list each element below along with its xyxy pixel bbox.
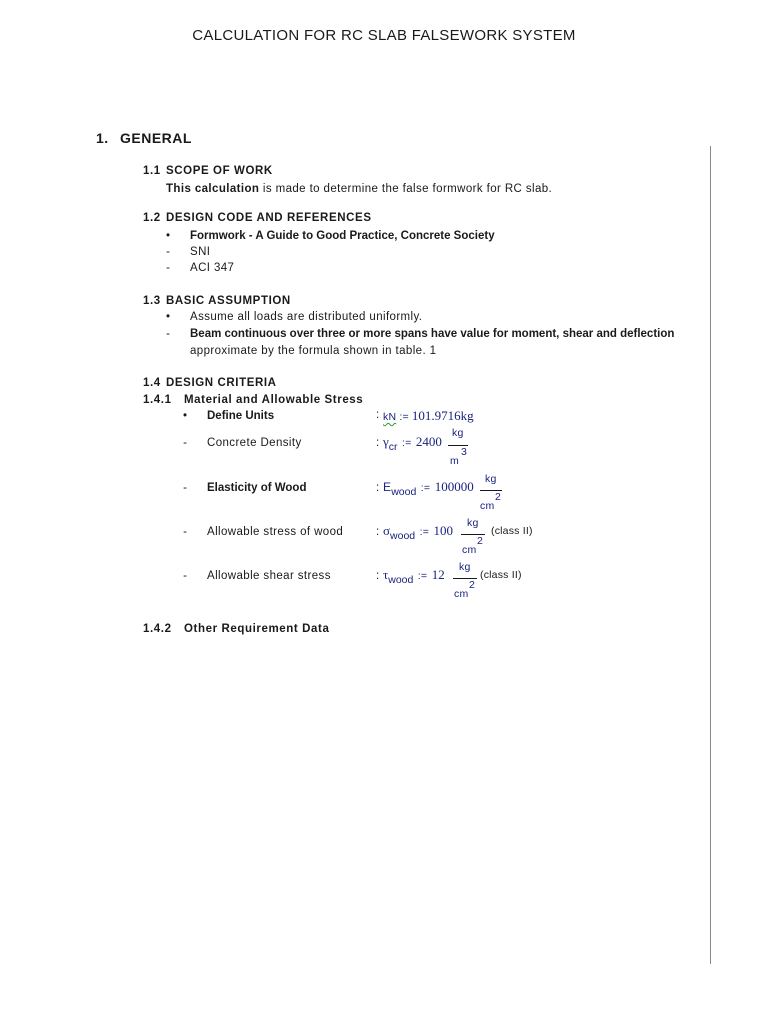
density-unit-denominator: m xyxy=(450,455,459,467)
document-title: CALCULATION FOR RC SLAB FALSEWORK SYSTEM xyxy=(192,27,576,44)
assumption-item-continued: approximate by the formula shown in table. 1 xyxy=(190,345,437,357)
shear-unit-exponent: 2 xyxy=(469,579,475,591)
section-1-number: 1. xyxy=(96,130,109,146)
stress-formula xyxy=(383,522,453,540)
reference-bullet: - xyxy=(166,262,170,274)
assumption-item: Assume all loads are distributed uniformly. xyxy=(190,311,423,323)
reference-bullet: • xyxy=(165,230,171,242)
shear-subscript: wood xyxy=(388,574,414,586)
section-1-4-number: 1.4 xyxy=(143,377,161,389)
elasticity-value: 100000 xyxy=(434,479,474,494)
stress-unit-exponent: 2 xyxy=(477,535,483,547)
elasticity-subscript: wood xyxy=(391,486,417,498)
criteria-bullet: - xyxy=(183,526,187,538)
section-1-4-2-number: 1.4.2 xyxy=(143,623,172,635)
stress-symbol: σ xyxy=(383,523,391,538)
elasticity-formula xyxy=(383,478,474,496)
assign-operator: := xyxy=(417,570,428,582)
section-1-3-title: BASIC ASSUMPTION xyxy=(166,295,291,307)
section-1-title: GENERAL xyxy=(120,130,192,146)
criteria-bullet: • xyxy=(182,410,188,422)
reference-item: Formwork - A Guide to Good Practice, Concrete Society xyxy=(190,230,495,242)
section-1-2-title: DESIGN CODE AND REFERENCES xyxy=(166,212,372,224)
criteria-label: Allowable stress of wood xyxy=(207,526,344,538)
reference-item: SNI xyxy=(190,246,211,258)
density-subscript: cr xyxy=(388,441,398,453)
elasticity-unit-exponent: 2 xyxy=(495,491,501,503)
criteria-bullet: - xyxy=(183,482,187,494)
stress-class-note: (class II) xyxy=(491,525,533,537)
criteria-colon: : xyxy=(376,526,380,538)
page-margin-rule xyxy=(710,146,711,964)
criteria-label: Concrete Density xyxy=(207,437,302,449)
unit-value: 101.9716kg xyxy=(411,408,474,423)
scope-text-rest: is made to determine the false formwork for RC slab. xyxy=(259,183,553,195)
shear-value: 12 xyxy=(431,567,445,582)
criteria-label: Elasticity of Wood xyxy=(207,482,307,494)
stress-value: 100 xyxy=(433,523,453,538)
assumption-bullet: - xyxy=(166,328,170,340)
section-1-4-1-number: 1.4.1 xyxy=(143,394,172,406)
density-unit-exponent: 3 xyxy=(461,446,467,458)
shear-formula xyxy=(383,566,445,584)
elasticity-unit-numerator: kg xyxy=(485,473,497,485)
scope-text-lead: This calculation xyxy=(166,183,260,195)
section-1-1-number: 1.1 xyxy=(143,165,161,177)
assumption-item: Beam continuous over three or more spans have value for moment, shear and deflection xyxy=(190,328,675,340)
criteria-colon: : xyxy=(376,437,380,449)
section-1-4-2-title: Other Requirement Data xyxy=(184,623,330,635)
stress-unit-numerator: kg xyxy=(467,517,479,529)
section-1-1-title: SCOPE OF WORK xyxy=(166,165,273,177)
shear-unit-numerator: kg xyxy=(459,561,471,573)
criteria-label: Define Units xyxy=(207,410,275,422)
stress-subscript: wood xyxy=(390,530,416,542)
criteria-colon: : xyxy=(376,482,380,494)
section-1-4-title: DESIGN CRITERIA xyxy=(166,377,277,389)
assign-operator: := xyxy=(420,482,431,494)
shear-symbol: τ xyxy=(383,567,389,582)
unit-symbol: kN xyxy=(383,411,397,423)
assumption-bullet: • xyxy=(165,311,171,323)
stress-unit-denominator: cm xyxy=(462,544,477,556)
units-formula xyxy=(383,407,474,425)
criteria-bullet: - xyxy=(183,437,187,449)
shear-unit-denominator: cm xyxy=(454,588,469,600)
reference-bullet: - xyxy=(166,246,170,258)
criteria-colon: : xyxy=(376,409,380,421)
assign-operator: := xyxy=(419,526,430,538)
density-value: 2400 xyxy=(415,434,442,449)
shear-class-note: (class II) xyxy=(480,569,522,581)
density-formula xyxy=(383,433,442,451)
section-1-4-1-title: Material and Allowable Stress xyxy=(184,394,364,406)
reference-item: ACI 347 xyxy=(190,262,235,274)
section-1-2-number: 1.2 xyxy=(143,212,161,224)
criteria-colon: : xyxy=(376,570,380,582)
assign-operator: := xyxy=(396,411,412,423)
elasticity-unit-denominator: cm xyxy=(480,500,495,512)
elasticity-symbol: E xyxy=(383,480,392,494)
criteria-label: Allowable shear stress xyxy=(207,570,331,582)
section-1-3-number: 1.3 xyxy=(143,295,161,307)
assign-operator: := xyxy=(401,437,412,449)
density-unit-numerator: kg xyxy=(452,427,464,439)
density-symbol: γ xyxy=(383,434,389,449)
criteria-bullet: - xyxy=(183,570,187,582)
scope-text xyxy=(166,183,552,195)
